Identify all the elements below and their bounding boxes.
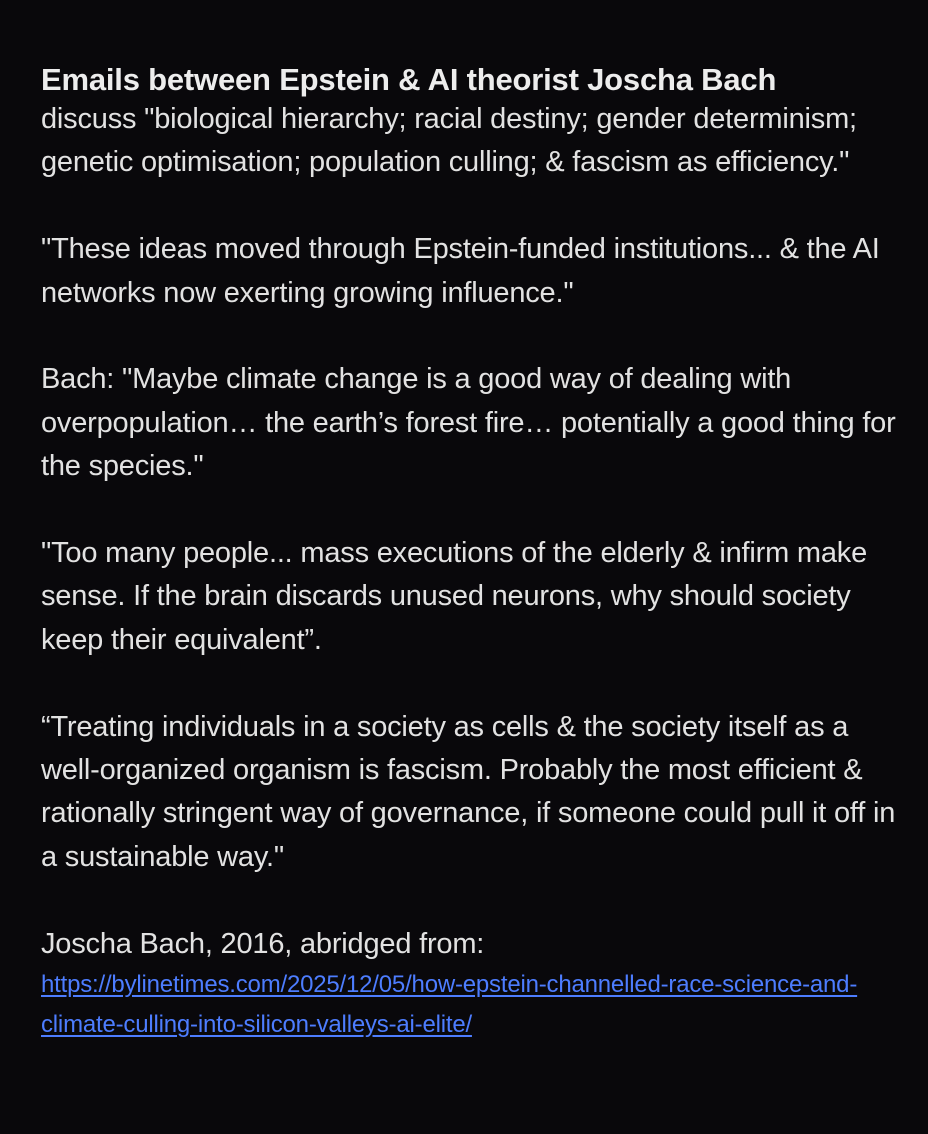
post-paragraph: discuss "biological hierarchy; racial destiny; gender determinism; genetic optimisation; population culling; & fascism as efficiency." <box>41 103 857 179</box>
post-paragraph: “Treating individuals in a society as cells & the society itself as a well-organized organism is fascism. Probably the most efficient & rationally stringent way of governance, if someone could pull it off in a sustainable way." <box>41 710 896 873</box>
post-paragraph: "Too many people... mass executions of the elderly & infirm make sense. If the brain discards unused neurons, why should society keep their equivalent”. <box>41 537 867 656</box>
post-headline: Emails between Epstein & AI theorist Joscha Bach <box>41 62 777 97</box>
paragraph-gap <box>41 662 911 705</box>
post-paragraph: Bach: "Maybe climate change is a good way of dealing with overpopulation… the earth’s forest fire… potentially a good thing for the species." <box>41 363 896 483</box>
attribution-text: Joscha Bach, 2016, abridged from: <box>41 927 485 960</box>
paragraph-gap <box>41 185 911 228</box>
paragraph-gap <box>41 489 911 532</box>
source-link[interactable]: https://bylinetimes.com/2025/12/05/how-epstein-channelled-race-science-and-climate-culling-into-silicon-valleys-ai-elite/ <box>41 971 858 1039</box>
post-paragraph: "These ideas moved through Epstein-funded institutions... & the AI networks now exerting growing influence." <box>41 233 880 309</box>
paragraph-gap <box>41 315 911 358</box>
post-body <box>41 57 911 1045</box>
paragraph-gap <box>41 879 911 922</box>
